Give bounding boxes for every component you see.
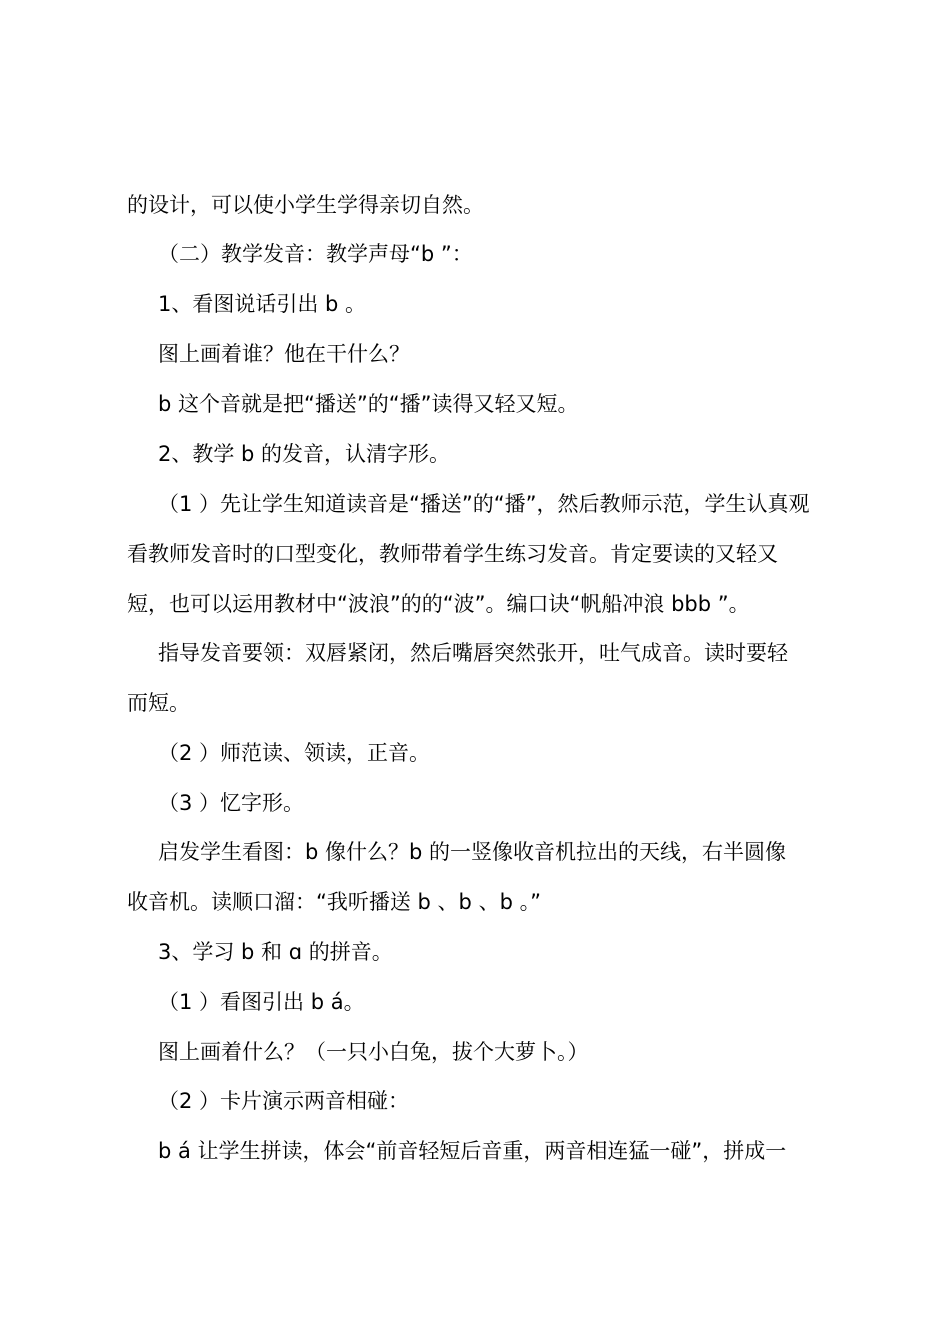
section-heading: （二）教学发音：教学声母“b ”： (158, 242, 473, 266)
text-line: （1 ）先让学生知道读音是“播送”的“播”，然后教师示范，学生认真观 (158, 492, 810, 516)
text-line: 2、教学 b 的发音，认清字形。 (158, 442, 451, 466)
text-line: （1 ）看图引出 b á。 (158, 990, 365, 1014)
text-line: 图上画着什么？（一只小白兔，拔个大萝卜。） (158, 1040, 589, 1064)
text-line: 的设计，可以使小学生学得亲切自然。 (127, 193, 484, 217)
text-line: 而短。 (127, 691, 190, 715)
text-line: 收音机。读顺口溜：“我听播送 b 、b 、b 。” (127, 890, 541, 914)
text-line: （2 ）师范读、领读，正音。 (158, 741, 431, 765)
text-line: 1、看图说话引出 b 。 (158, 292, 367, 316)
text-line: b 这个音就是把“播送”的“播”读得又轻又短。 (158, 392, 579, 416)
text-line: 指导发音要领：双唇紧闭，然后嘴唇突然张开，吐气成音。读时要轻 (158, 641, 788, 665)
text-line: b á 让学生拼读，体会“前音轻短后音重，两音相连猛一碰”，拼成一 (158, 1139, 787, 1163)
text-line: 3、学习 b 和 ɑ 的拼音。 (158, 940, 393, 964)
text-line: 看教师发音时的口型变化，教师带着学生练习发音。肯定要读的又轻又 (127, 542, 778, 566)
text-line: 图上画着谁？他在干什么？ (158, 342, 410, 366)
text-line: 启发学生看图：b 像什么？b 的一竖像收音机拉出的天线，右半圆像 (158, 840, 787, 864)
text-line: （2 ）卡片演示两音相碰： (158, 1089, 410, 1113)
text-line: （3 ）忆字形。 (158, 791, 305, 815)
text-line: 短，也可以运用教材中“波浪”的的“波”。编口诀“帆船冲浪 bbb ”。 (127, 592, 750, 616)
